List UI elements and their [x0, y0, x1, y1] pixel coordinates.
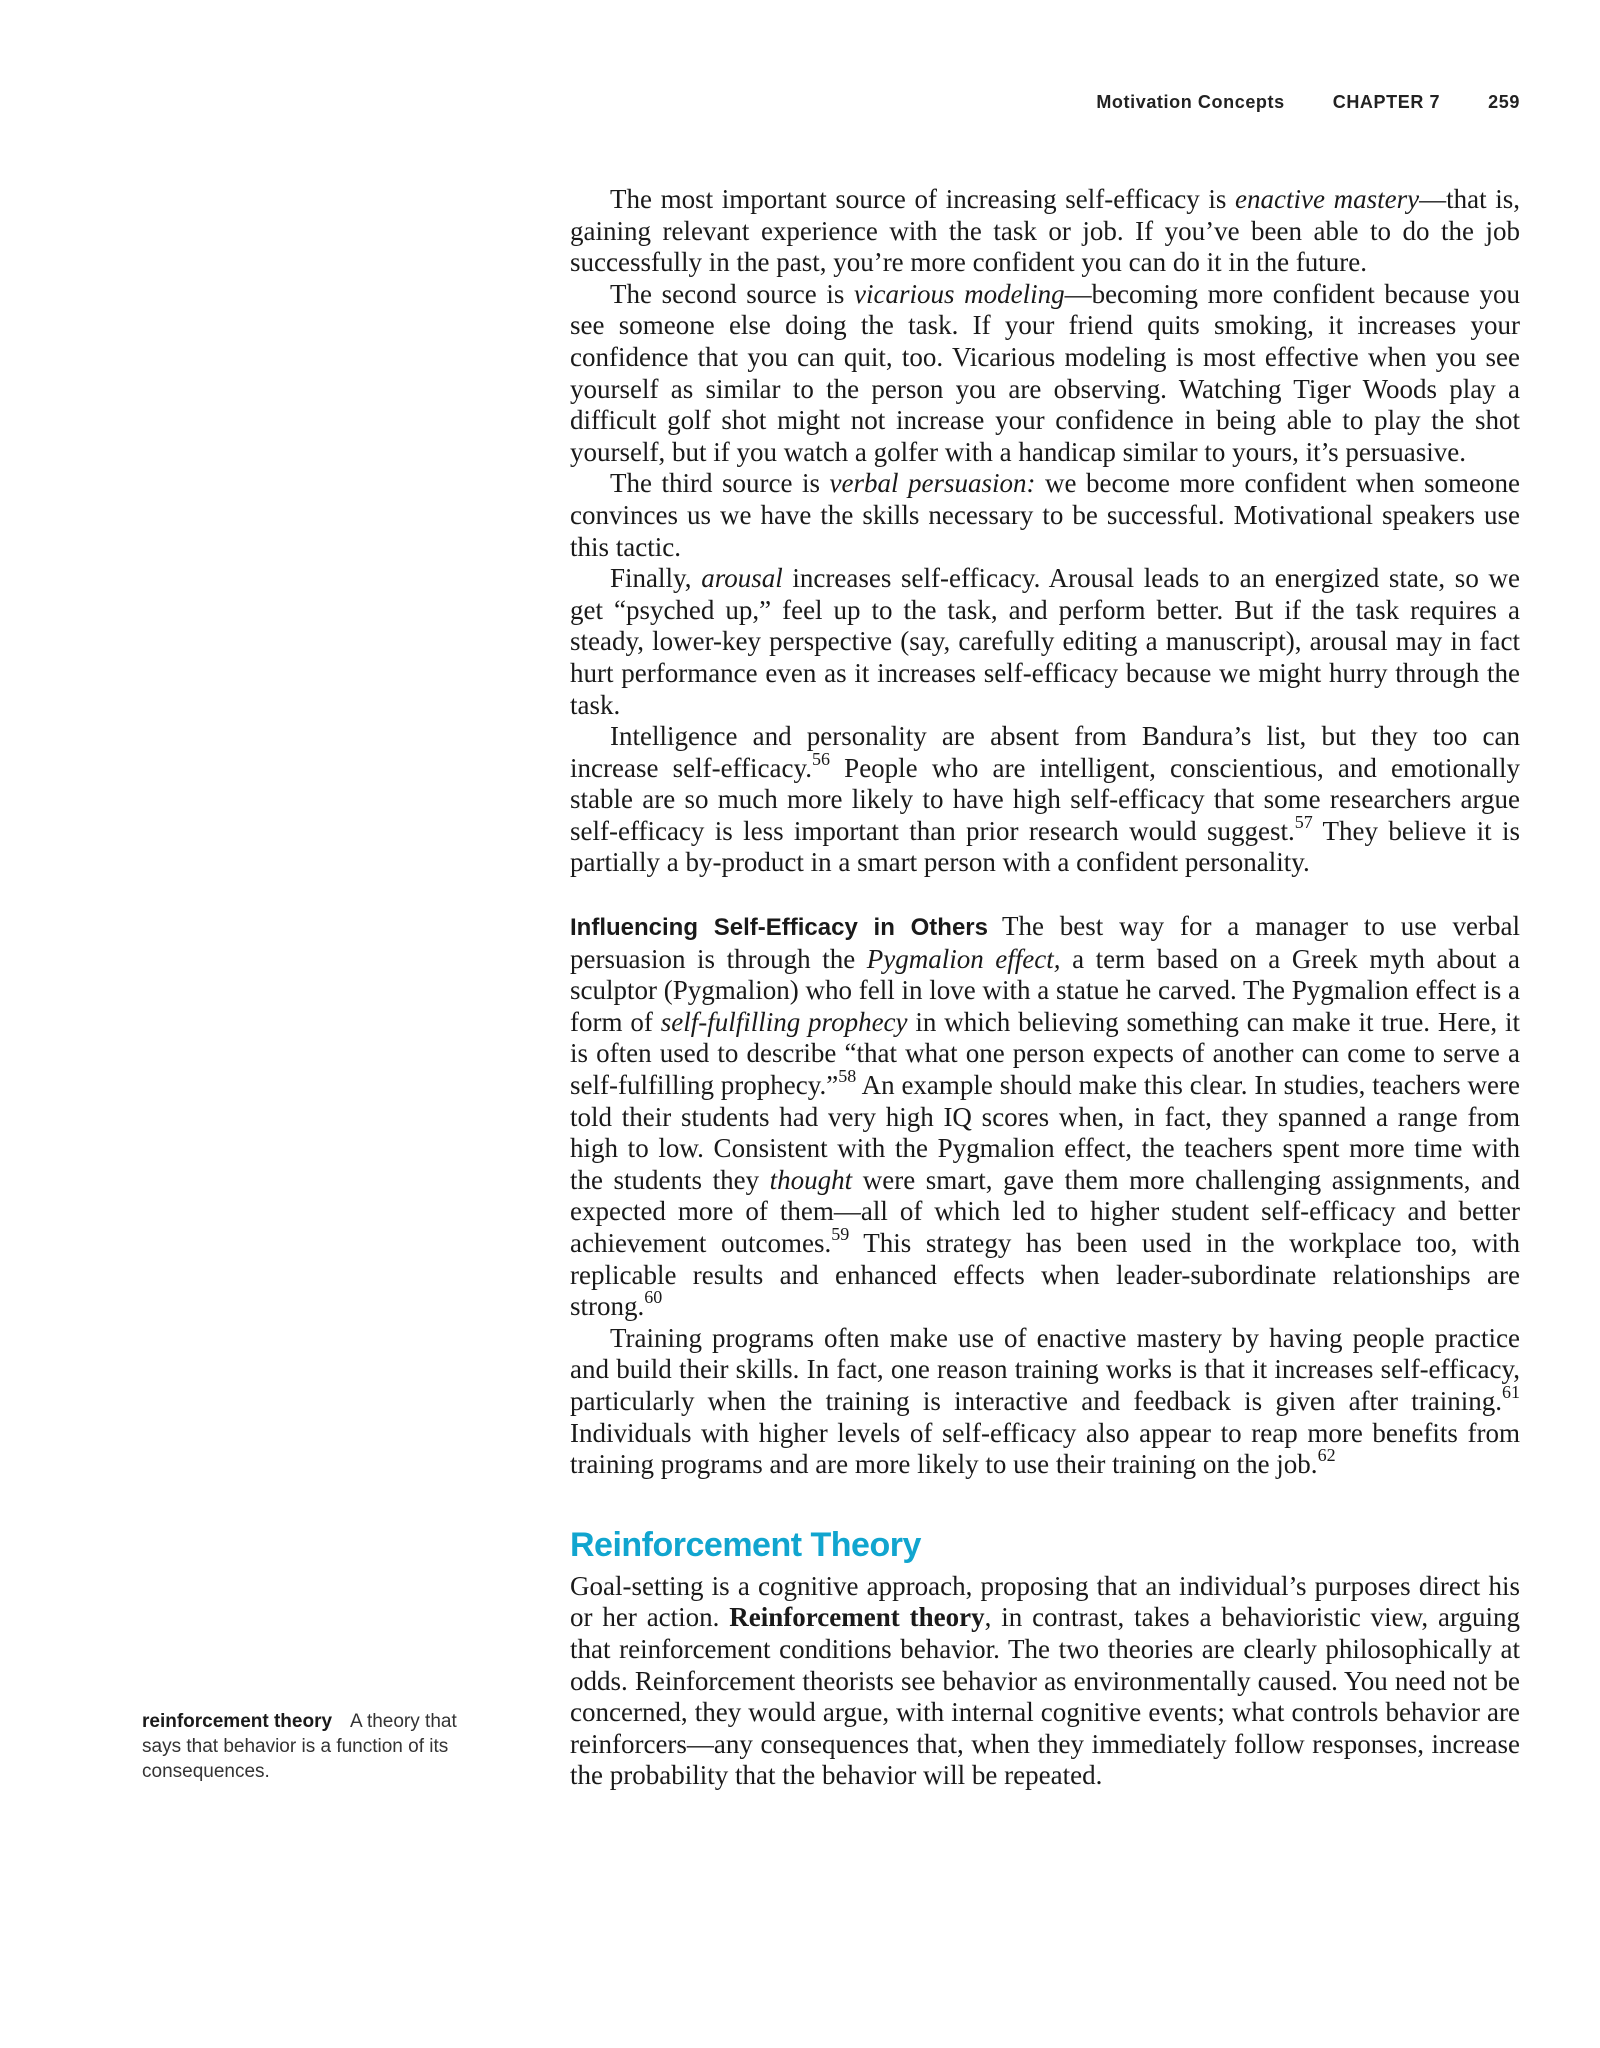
paragraph-enactive-mastery: The most important source of increasing self-efficacy is enactive mastery—that is, gaining relevant experience with the task or job. If you’ve been able to do the job successfully in the past, you’re more confident you can do it in the future.	[570, 184, 1521, 278]
paragraph-vicarious-modeling: The second source is vicarious modeling—becoming more confident because you see someone else doing the task. If your friend quits smoking, it increases your confidence that you can quit, too. Vicarious modeling is most effective when you see yourself as similar to the person you are observing. Watching Tiger Woods play a difficult golf shot might not increase your confidence in being able to play the shot yourself, but if you watch a golfer with a handicap similar to yours, it’s persuasive.	[570, 278, 1520, 467]
footnote-ref: 56	[812, 748, 831, 769]
footnote-ref: 61	[1502, 1381, 1520, 1402]
margin-glossary-note	[142, 1709, 487, 1784]
section-heading: Reinforcement Theory	[570, 1525, 921, 1564]
paragraph-training-programs: Training programs often make use of enactive mastery by having people practice and build their skills. In fact, one reason training works is that it increases self-efficacy, particularly when the training is interactive and feedback is given after training.$^{61}$ Individuals with higher levels of self-efficacy also appear to reap more benefits from training programs and are more likely to use their training on the job.$^{62}$	[570, 1322, 1520, 1480]
running-head	[1000, 92, 1520, 113]
term-enactive-mastery: enactive mastery	[1235, 184, 1420, 214]
key-term: Reinforcement theory	[729, 1602, 985, 1633]
footnote-ref: 58	[838, 1066, 857, 1087]
paragraph-intelligence-personality: Intelligence and personality are absent from Bandura’s list, but they too can increase self-efficacy.$^{56}$ People who are intelligent, conscientious, and emotionally stable are so much more likely to have high self-efficacy that some researchers argue self-efficacy is less important than prior research would suggest.$^{57}$ They believe it is partially a by-product in a smart person with a confident personality.	[570, 721, 1520, 878]
footnote-ref: 57	[1294, 811, 1313, 832]
term-arousal: arousal	[701, 563, 783, 594]
footnote-ref: 60	[644, 1287, 663, 1308]
page-number: 259	[1488, 92, 1520, 112]
term-pygmalion-effect: Pygmalion effect,	[866, 943, 1061, 974]
paragraph-verbal-persuasion: The third source is verbal persuasion: we become more confident when someone convinces us we have the skills necessary to be successful. Motivational speakers use this tactic.	[570, 468, 1520, 562]
footnote-ref: 62	[1317, 1445, 1336, 1466]
glossary-definition: A theory that says that behavior is a function of its consequences.	[142, 1711, 457, 1782]
term-vicarious-modeling: vicarious modeling	[853, 278, 1065, 309]
term-verbal-persuasion: verbal persuasion:	[829, 468, 1036, 499]
term-self-fulfilling-prophecy: self-fulfilling prophecy	[660, 1006, 908, 1037]
paragraph-influencing-self-efficacy: Influencing Self-Efficacy in Others The best way for a manager to use verbal persuasion is through the Pygmalion effect, a term based on a Greek myth about a sculptor (Pygmalion) who fell in love with a statue he carved. The Pygmalion effect is a form of self-fulfilling prophecy in which believing something can make it true. Here, it is often used to describe “that what one person expects of another can come to serve a self-fulfilling prophecy.”$^{58}$ An example should make this clear. In studies, teachers were told their students had very high IQ scores when, in fact, they spanned a range from high to low. Consistent with the Pygmalion effect, the teachers spent more time with the students they thought were smart, gave them more challenging assignments, and expected more of them—all of which led to higher student self-efficacy and better achievement outcomes.$^{59}$ This strategy has been used in the workplace too, with replicable results and enhanced effects when leader-subordinate relationships are strong.$^{60}$	[570, 911, 1520, 1322]
main-text-column	[570, 184, 1520, 1792]
running-head-section: Motivation Concepts	[1096, 92, 1285, 112]
term-thought: thought	[769, 1164, 853, 1195]
footnote-ref: 59	[831, 1224, 850, 1244]
run-in-heading: Influencing Self-Efficacy in Others	[570, 914, 988, 942]
paragraph-reinforcement-theory: Goal-setting is a cognitive approach, proposing that an individual’s purposes direct his or her action. Reinforcement theory, in contrast, takes a behavioristic view, arguing that reinforcement conditions behavior. The two theories are clearly philosophically at odds. Reinforcement theorists see behavior as environmentally caused. You need not be concerned, they would argue, with internal cognitive events; what controls behavior are reinforcers—any consequences that, when they immediately follow responses, increase the probability that the behavior will be repeated.	[570, 1570, 1520, 1791]
running-head-chapter: CHAPTER 7	[1332, 92, 1441, 112]
paragraph-arousal: Finally, arousal increases self-efficacy. Arousal leads to an energized state, so we get “psyched up,” feel up to the task, and perform better. But if the task requires a steady, lower-key perspective (say, carefully editing a manuscript), arousal may in fact hurt performance even as it increases self-efficacy because we might hurry through the task.	[570, 563, 1520, 720]
glossary-term: reinforcement theory	[142, 1711, 333, 1732]
